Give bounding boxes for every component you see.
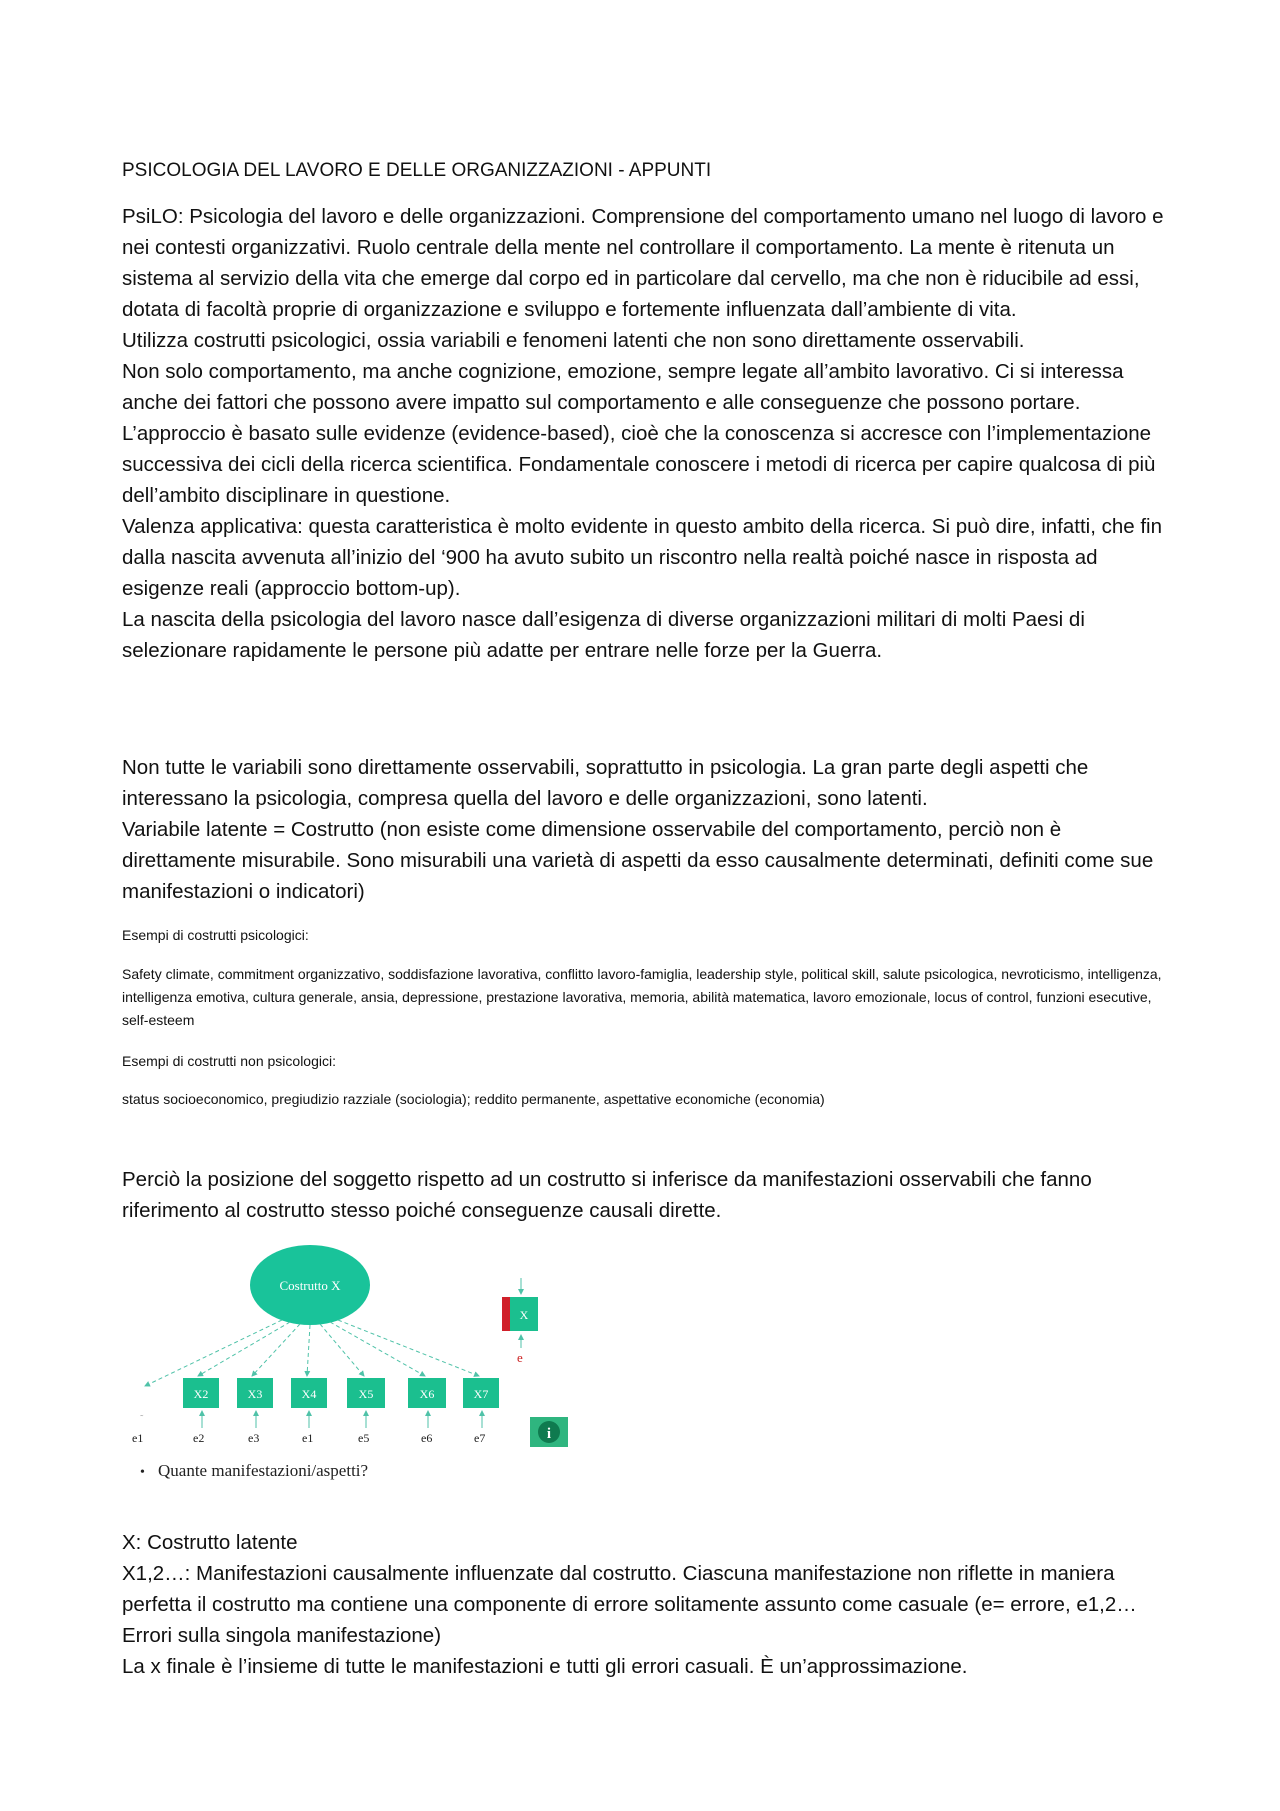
construct-diagram: [122, 1236, 582, 1490]
arrow-to-x3: [252, 1324, 300, 1376]
paragraph-comportamento: Non solo comportamento, ma anche cognizione, emozione, sempre legate all’ambito lavorativo. Ci si interessa anche dei fattori che possono avere impatto sul comportamento e alle conseguenze che possono portare.: [122, 360, 1124, 414]
e1-tick-mark: ˜: [140, 1414, 144, 1425]
inference-paragraph: Perciò la posizione del soggetto rispetto ad un costrutto si inferisce da manifestazioni osservabili che fanno riferimento al costrutto stesso poiché conseguenze causali dirette.: [122, 1168, 1092, 1222]
error-label-e3: e3: [248, 1431, 260, 1445]
arrow-to-e1-position: [145, 1320, 282, 1386]
paragraph-manifestazioni: X1,2…: Manifestazioni causalmente influenzate dal costrutto. Ciascuna manifestazione non riflette in maniera perfetta il costrutto ma contiene una componente di errore solitamente assunto come casuale (e= errore, e1,2… Errori sulla singola manifestazione): [122, 1562, 1137, 1647]
error-label-e5: e5: [358, 1431, 370, 1445]
paragraph-variabili: Non tutte le variabili sono direttamente osservabili, soprattutto in psicologia. La gran parte degli aspetti che interessano la psicologia, compresa quella del lavoro e delle organizzazioni, sono latenti.: [122, 756, 1089, 810]
indicator-boxes: [183, 1378, 499, 1408]
indicator-label-x7: X7: [473, 1387, 489, 1401]
psych-examples-heading: Esempi di costrutti psicologici:: [122, 927, 309, 943]
explanation-section: [122, 1527, 1172, 1682]
info-icon: [530, 1417, 568, 1447]
single-indicator-diagram: [502, 1278, 538, 1365]
nonpsych-examples-text: status socioeconomico, pregiudizio razziale (sociologia); reddito permanente, aspettative economiche (economia): [122, 1091, 825, 1107]
construct-diagram-svg: [122, 1236, 582, 1490]
indicator-label-x3: X3: [247, 1387, 263, 1401]
nonpsych-examples-heading: Esempi di costrutti non psicologici:: [122, 1053, 336, 1069]
error-labels: [132, 1431, 485, 1445]
arrow-to-x2: [198, 1322, 290, 1376]
construct-label: Costrutto X: [279, 1278, 341, 1293]
paragraph-x-finale: La x finale è l’insieme di tutte le manifestazioni e tutti gli errori casuali. È un’approssimazione.: [122, 1655, 968, 1678]
psych-examples-text: Safety climate, commitment organizzativo, soddisfazione lavorativa, conflitto lavoro-famiglia, leadership style, political skill, salute psicologica, nevroticismo, intelligenza, intelligenza emotiva, cultura generale, ansia, depressione, prestazione lavorativa, memoria, abilità matematica, lavoro emozionale, locus of control, funzioni esecutive, self-esteem: [122, 966, 1162, 1028]
bullet-glyph: •: [140, 1465, 145, 1480]
document-title: PSICOLOGIA DEL LAVORO E DELLE ORGANIZZAZIONI - APPUNTI: [122, 160, 712, 181]
single-indicator-label: X: [519, 1308, 529, 1322]
latent-section: [122, 752, 1172, 907]
indicator-label-x2: X2: [193, 1387, 209, 1401]
paragraph-valenza: Valenza applicativa: questa caratteristica è molto evidente in questo ambito della ricerca. Si può dire, infatti, che fin dalla nascita avvenuta all’inizio del ‘900 ha avuto subito un riscontro nella realtà poiché nasce in risposta ad esigenze reali (approccio bottom-up).: [122, 515, 1162, 600]
error-label-e6: e6: [421, 1431, 433, 1445]
paragraph-x-costrutto: X: Costrutto latente: [122, 1531, 298, 1554]
paragraph-costrutti: Utilizza costrutti psicologici, ossia variabili e fenomeni latenti che non sono direttamente osservabili.: [122, 329, 1025, 352]
info-icon-glyph: i: [546, 1426, 552, 1442]
error-label-e1: e1: [132, 1431, 144, 1445]
indicator-label-x5: X5: [358, 1387, 374, 1401]
arrow-to-x5: [320, 1324, 364, 1376]
intro-section: [122, 201, 1172, 666]
indicator-label-x6: X6: [419, 1387, 435, 1401]
indicator-label-x4: X4: [301, 1387, 317, 1401]
paragraph-psilo: PsiLO: Psicologia del lavoro e delle organizzazioni. Comprensione del comportamento umano nel luogo di lavoro e nei contesti organizzativi. Ruolo centrale della mente nel controllare il comportamento. La mente è ritenuta un sistema al servizio della vita che emerge dal corpo ed in particolare dal cervello, ma che non è riducibile ad essi, dotata di facoltà proprie di organizzazione e sviluppo e fortemente influenzata dall’ambiente di vita.: [122, 205, 1164, 321]
error-arrows: [202, 1411, 482, 1428]
error-label-e2: e2: [193, 1431, 205, 1445]
error-label-e7: e7: [474, 1431, 486, 1445]
single-indicator-error-label: e: [517, 1350, 523, 1365]
construct-arrows: [145, 1320, 479, 1386]
arrow-to-x4: [307, 1325, 310, 1376]
paragraph-nascita: La nascita della psicologia del lavoro nasce dall’esigenza di diverse organizzazioni militari di molti Paesi di selezionare rapidamente le persone più adatte per entrare nelle forze per la Guerra.: [122, 608, 1085, 662]
bullet-text: Quante manifestazioni/aspetti?: [158, 1461, 369, 1480]
single-indicator-red-marker: [502, 1297, 510, 1331]
error-label-e1b: e1: [302, 1431, 314, 1445]
paragraph-variabile-latente: Variabile latente = Costrutto (non esiste come dimensione osservabile del comportamento, perciò non è direttamente misurabile. Sono misurabili una varietà di aspetti da esso causalmente determinati, definiti come sue manifestazioni o indicatori): [122, 818, 1154, 903]
arrow-to-x7: [338, 1320, 479, 1376]
paragraph-approccio: L’approccio è basato sulle evidenze (evidence-based), cioè che la conoscenza si accresce con l’implementazione successiva dei cicli della ricerca scientifica. Fondamentale conoscere i metodi di ricerca per capire qualcosa di più dell’ambito disciplinare in questione.: [122, 422, 1156, 507]
